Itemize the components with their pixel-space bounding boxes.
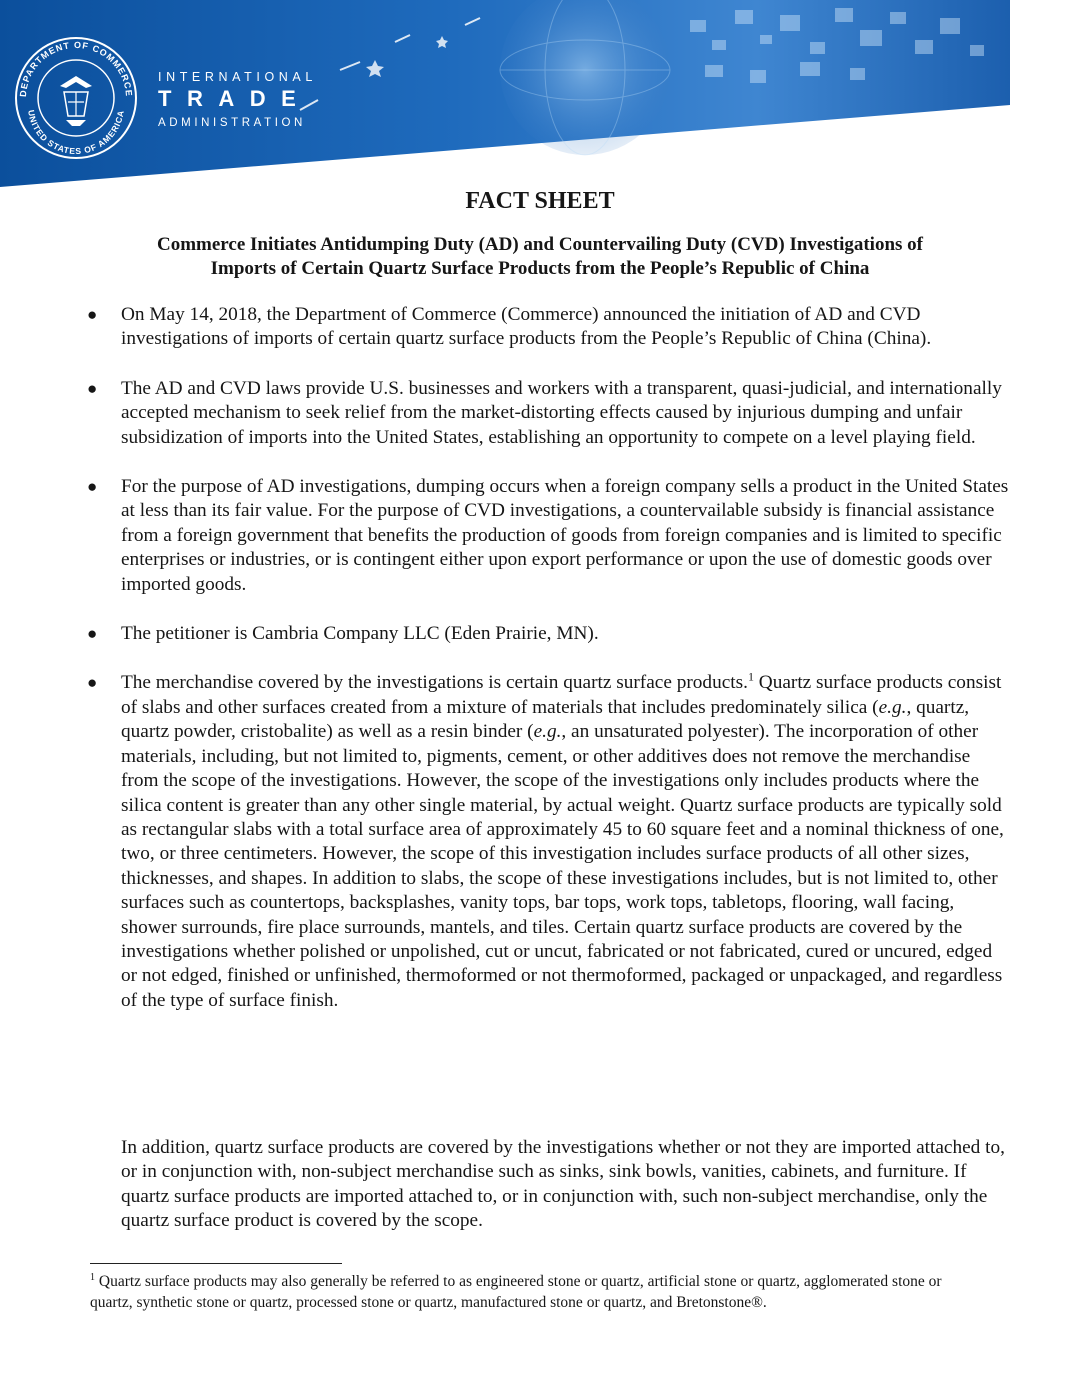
footnote-divider (90, 1263, 342, 1264)
ita-administration-text: ADMINISTRATION (158, 117, 306, 129)
bullet-dot-icon: ● (87, 378, 98, 398)
bullet-text: The petitioner is Cambria Company LLC (Eden Prairie, MN). (121, 623, 599, 645)
page-title: FACT SHEET (465, 188, 615, 214)
bullet-item (0, 475, 1080, 597)
bullet-text: The AD and CVD laws provide U.S. businesses and workers with a transparent, quasi-judicial, and internationally accepted mechanism to seek relief from the market-distorting effects caused by injurious dumping and unfair subsidization of imports into the United States, establishing an opportunity to compete on a level playing field. (121, 377, 1002, 448)
svg-text:DEPARTMENT OF COMMERCE: DEPARTMENT OF COMMERCE (17, 39, 135, 98)
bullet-dot-icon: ● (87, 305, 98, 324)
footnote-reference[interactable]: 1 (747, 670, 754, 685)
bullet-item (0, 303, 1080, 352)
bullet-dot-icon: ● (87, 673, 98, 693)
bullet-item (0, 622, 1080, 646)
commerce-seal-logo (14, 36, 138, 160)
bullet-text-part: , an unsaturated polyester). The incorporation of other materials, including, but not limited to, pigments, cement, or other additives does not remove the merchandise from the scope of the investigations. However, the scope of the investigations only includes products where the silica content is greater than any other single material, by actual weight. Quartz surface products are typically sold as rectangular slabs with a total surface area of approximately 45 to 60 square feet and a nominal thickness of one, two, or three centimeters. However, the scope of this investigation includes surface products of all other sizes, thicknesses, and shapes. In addition to slabs, the scope of these investigations includes, but is not limited to, other surfaces such as countertops, backsplashes, vanity tops, bar tops, work tops, tabletops, flooring, wall facing, shower surrounds, fire place surrounds, mantels, and tiles. Certain quartz surface products are covered by the investigations whether polished or unpolished, cut or uncut, fabricated or not fabricated, cured or uncured, edged or not edged, finished or unfinished, thermoformed or not thermoformed, packaged or unpackaged, and regardless of the type of surface finish. (121, 721, 1004, 1011)
page-subtitle (90, 233, 990, 281)
bullet-dot-icon: ● (87, 477, 98, 497)
bullet-text-part: , quartz, quartz powder, cristobalite) as well as a resin binder ( (121, 696, 970, 743)
footnote-text: Quartz surface products may also generally be referred to as engineered stone or quartz, artificial stone or quartz, agglomerated stone or quartz, synthetic stone or quartz, processed stone or quartz, manufactured stone or quartz, and Bretonstone®. (90, 1273, 942, 1311)
italic-eg: e.g. (878, 696, 907, 718)
header-banner (0, 0, 1080, 190)
bullet-item (0, 377, 1080, 450)
bullet-item-merchandise (0, 671, 1080, 1013)
bullet-dot-icon: ● (87, 624, 98, 644)
italic-eg: e.g. (533, 721, 562, 743)
subtitle-line-2: Imports of Certain Quartz Surface Products from the People’s Republic of China (210, 258, 870, 279)
bullet-list (0, 303, 1080, 1038)
footnote (90, 1271, 950, 1313)
additional-paragraph: In addition, quartz surface products are covered by the investigations whether or not they are imported attached to, or in conjunction with, non-subject merchandise such as sinks, sink bowls, vanities, cabinets, and furniture. If quartz surface products are imported attached to, or in conjunction with, such non-subject merchandise, only the quartz surface product is covered by the scope. (121, 1137, 1005, 1232)
subtitle-line-1: Commerce Initiates Antidumping Duty (AD) and Countervailing Duty (CVD) Investigations of (156, 234, 923, 255)
footnote-number: 1 (90, 1271, 95, 1283)
ita-trade-text: TRADE (158, 86, 312, 111)
bullet-text-part: Quartz surface products consist of slabs and other surfaces created from a mixture of materials that includes predominately silica ( (121, 672, 1002, 718)
bullet-text: On May 14, 2018, the Department of Commerce (Commerce) announced the initiation of AD and CVD investigations of imports of certain quartz surface products from the People’s Republic of China (China). (121, 304, 932, 350)
bullet-text: For the purpose of AD investigations, dumping occurs when a foreign company sells a product in the United States at less than its fair value. For the purpose of CVD investigations, a countervailable subsidy is financial assistance from a foreign government that benefits the production of goods from foreign companies and is limited to specific enterprises or industries, or is contingent either upon export performance or upon the use of domestic goods over imported goods. (121, 476, 1009, 595)
svg-text:UNITED STATES OF AMERICA: UNITED STATES OF AMERICA (26, 109, 126, 157)
bullet-lead-text: The merchandise covered by the investigations is certain quartz surface products. (121, 672, 748, 694)
ita-international-text: INTERNATIONAL (158, 70, 317, 84)
